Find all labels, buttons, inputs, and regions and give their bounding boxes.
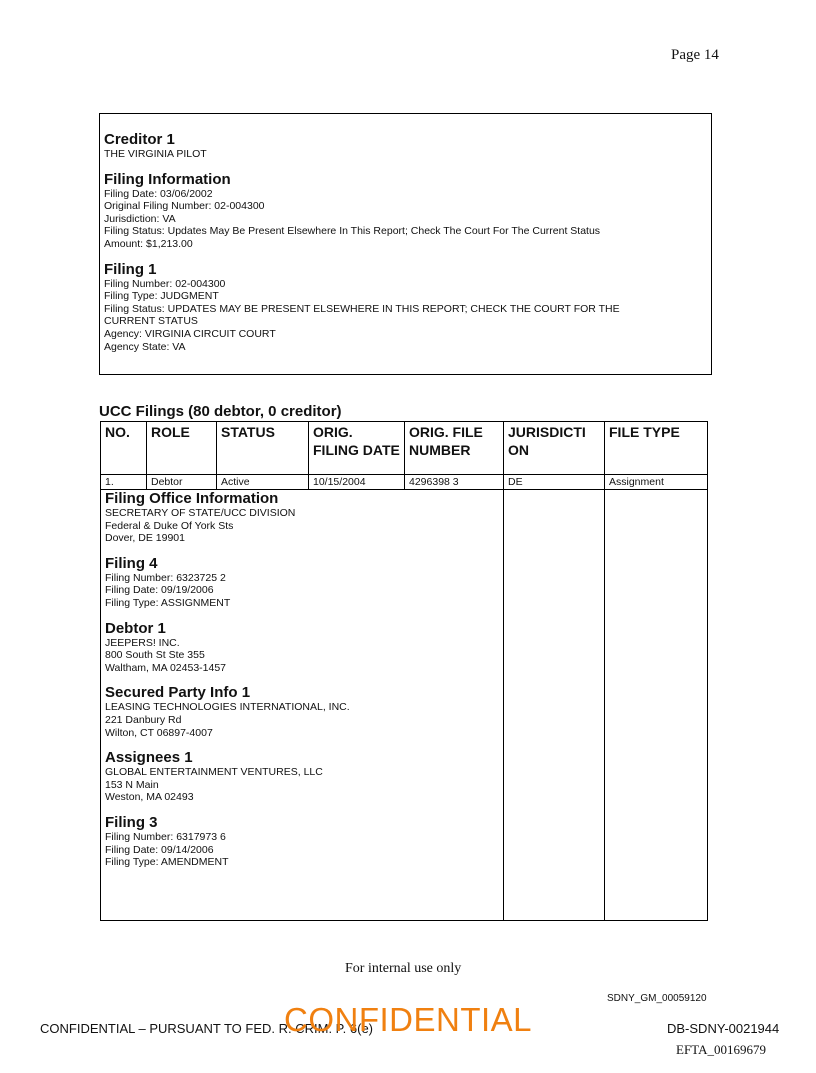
col-header: STATUS	[217, 422, 309, 475]
section-line: 153 N Main	[105, 778, 159, 791]
filing-info-line: Jurisdiction: VA	[104, 212, 176, 225]
section-line: SECRETARY OF STATE/UCC DIVISION	[105, 507, 296, 519]
filing1-line: Agency State: VA	[104, 340, 186, 353]
col-header: FILE TYPE	[605, 422, 708, 475]
col-header: ORIG. FILE NUMBER	[405, 422, 504, 475]
col-header: ORIG. FILING DATE	[309, 422, 405, 475]
creditor-box	[99, 113, 712, 375]
col-header: JURISDICTI ON	[504, 422, 605, 475]
filing-information-heading: Filing Information	[104, 170, 231, 188]
section-heading: Filing Office Information	[105, 490, 279, 507]
creditor-heading: Creditor 1	[104, 131, 175, 148]
filing-info-line: Filing Status: Updates May Be Present Elsewhere In This Report; Check The Court For The Current Status	[104, 225, 601, 238]
cell-filing-date: 10/15/2004	[309, 475, 405, 490]
confidential-notice: CONFIDENTIAL – PURSUANT TO FED. R. CRIM. P. 6(e)	[40, 1021, 374, 1036]
section-line: Dover, DE 19901	[105, 532, 185, 545]
filing-info-line: Filing Date: 03/06/2002	[104, 187, 213, 200]
section-heading: Debtor 1	[105, 619, 166, 637]
detail-cell	[101, 490, 504, 921]
section-line: GLOBAL ENTERTAINMENT VENTURES, LLC	[105, 766, 323, 779]
filing-info-line: Amount: $1,213.00	[104, 237, 193, 250]
empty-cell	[605, 490, 708, 921]
cell-file-number: 4296398 3	[405, 475, 504, 490]
section-line: Filing Number: 6323725 2	[105, 571, 226, 584]
section-line: 800 South St Ste 355	[105, 649, 205, 662]
section-line: Filing Type: ASSIGNMENT	[105, 596, 231, 609]
section-line: Filing Date: 09/19/2006	[105, 584, 214, 597]
section-line: Waltham, MA 02453-1457	[105, 661, 227, 674]
filing1-line: CURRENT STATUS	[104, 315, 198, 328]
filing1-line: Filing Number: 02-004300	[104, 277, 226, 290]
bates-number: SDNY_GM_00059120	[607, 993, 707, 1004]
table-row	[101, 475, 708, 490]
efta-number: EFTA_00169679	[676, 1042, 766, 1057]
filing1-line: Agency: VIRGINIA CIRCUIT COURT	[104, 327, 276, 340]
ucc-table	[100, 421, 708, 921]
section-line: JEEPERS! INC.	[105, 636, 180, 649]
section-line: Filing Number: 6317973 6	[105, 830, 226, 843]
cell-status: Active	[217, 475, 309, 490]
section-line: Weston, MA 02493	[105, 791, 194, 804]
empty-cell	[504, 490, 605, 921]
filing1-line: Filing Status: UPDATES MAY BE PRESENT ELSEWHERE IN THIS REPORT; CHECK THE COURT FOR THE	[104, 302, 620, 315]
cell-role: Debtor	[147, 475, 217, 490]
section-heading: Secured Party Info 1	[105, 684, 251, 702]
page-number: Page 14	[671, 47, 719, 63]
section-heading: Filing 4	[105, 554, 158, 572]
col-header: ROLE	[147, 422, 217, 475]
filing1-line: Filing Type: JUDGMENT	[104, 290, 219, 303]
cell-no: 1.	[101, 475, 147, 490]
ucc-header-row	[101, 422, 708, 475]
section-line: Wilton, CT 06897-4007	[105, 726, 213, 739]
col-header: NO.	[101, 422, 147, 475]
section-line: Federal & Duke Of York Sts	[105, 519, 234, 532]
internal-use-note: For internal use only	[345, 961, 462, 976]
confidential-stamp: CONFIDENTIAL	[284, 1001, 533, 1038]
section-line: 221 Danbury Rd	[105, 713, 182, 726]
cell-jurisdiction: DE	[504, 475, 605, 490]
creditor-name: THE VIRGINIA PILOT	[104, 148, 207, 160]
section-heading: Assignees 1	[105, 749, 193, 767]
section-line: Filing Date: 09/14/2006	[105, 843, 214, 856]
section-line: LEASING TECHNOLOGIES INTERNATIONAL, INC.	[105, 701, 350, 714]
section-line: Filing Type: AMENDMENT	[105, 856, 229, 869]
document-id: DB-SDNY-0021944	[667, 1021, 780, 1036]
filing-info-line: Original Filing Number: 02-004300	[104, 200, 265, 213]
ucc-title: UCC Filings (80 debtor, 0 creditor)	[99, 403, 342, 420]
filing1-heading: Filing 1	[104, 260, 157, 278]
detail-row	[101, 490, 708, 921]
section-heading: Filing 3	[105, 813, 158, 831]
cell-file-type: Assignment	[605, 475, 708, 490]
